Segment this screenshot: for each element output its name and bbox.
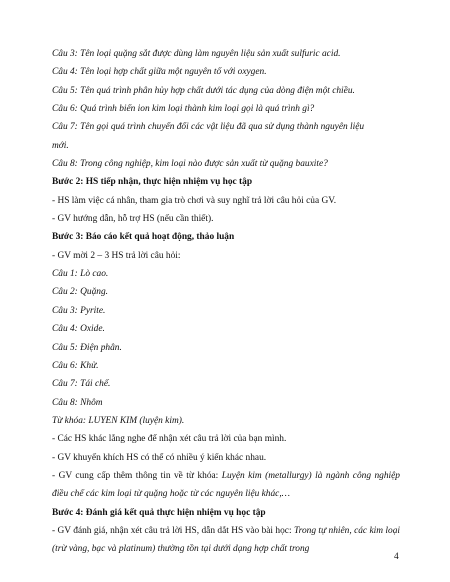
evaluation-prefix: - GV đánh giá, nhận xét câu trả lời HS, dẫn dắt HS vào bài học:: [52, 525, 294, 536]
line-list: [52, 45, 400, 467]
evaluation-paragraph: [52, 522, 400, 559]
step4-heading: Bước 4: Đánh giá kết quả thực hiện nhiệm vụ học tập: [52, 507, 266, 518]
keyword-info-prefix: - GV cung cấp thêm thông tin về từ khóa:: [52, 470, 222, 481]
text-line: Câu 1: Lò cao.: [52, 269, 109, 280]
text-line: Câu 6: Khử.: [52, 360, 99, 371]
page-body: [52, 45, 400, 559]
text-line: - HS làm việc cá nhân, tham gia trò chơi và suy nghĩ trả lời câu hỏi của GV.: [52, 195, 337, 206]
text-line: Từ khóa: LUYEN KIM (luyện kim).: [52, 415, 185, 426]
text-line: mới.: [52, 140, 69, 151]
text-line: Câu 7: Tái chế.: [52, 379, 111, 390]
text-line: - Các HS khác lắng nghe để nhận xét câu trả lời của bạn mình.: [52, 434, 287, 445]
text-line: Câu 7: Tên gọi quá trình chuyển đổi các vật liệu đã qua sử dụng thành nguyên liệu: [52, 122, 365, 133]
text-line: Câu 8: Nhôm: [52, 397, 103, 408]
text-line: Câu 5: Điện phân.: [52, 342, 122, 353]
text-line: - GV mời 2 – 3 HS trả lời câu hỏi:: [52, 250, 181, 261]
text-line: Câu 3: Tên loại quặng sắt được dùng làm nguyên liệu sản xuất sulfuric acid.: [52, 49, 341, 59]
text-line: Câu 6: Quá trình biến ion kim loại thành kim loại gọi là quá trình gì?: [52, 104, 315, 115]
text-line: - GV khuyến khích HS có thể có nhiều ý kiến khác nhau.: [52, 452, 267, 463]
text-line: Câu 2: Quặng.: [52, 287, 108, 298]
step-heading: Bước 2: HS tiếp nhận, thực hiện nhiệm vụ học tập: [52, 177, 253, 188]
keyword-info-paragraph: [52, 467, 400, 504]
text-line: Câu 4: Tên loại hợp chất giữa một nguyên tố với oxygen.: [52, 67, 267, 78]
text-line: Câu 5: Tên quá trình phân hủy hợp chất dưới tác dụng của dòng điện một chiều.: [52, 85, 355, 96]
text-line: Câu 3: Pyrite.: [52, 305, 106, 316]
text-line: Câu 8: Trong công nghiệp, kim loại nào được sản xuất từ quặng bauxite?: [52, 159, 328, 170]
text-line: - GV hướng dẫn, hỗ trợ HS (nếu cần thiết).: [52, 214, 214, 225]
page-number: 4: [394, 552, 399, 562]
text-line: Câu 4: Oxide.: [52, 324, 105, 335]
step-heading: Bước 3: Báo cáo kết quả hoạt động, thảo luận: [52, 232, 235, 243]
evaluation-lead-in: Trong tự nhiên, các kim loại (trừ vàng, bạc và platinum) thường tồn tại dưới dạng hợp chất trong: [52, 525, 400, 555]
keyword-info-definition: Luyện kim (metallurgy) là ngành công nghiệp điều chế các kim loại từ quặng hoặc từ các nguyên liệu khác,…: [52, 470, 400, 500]
